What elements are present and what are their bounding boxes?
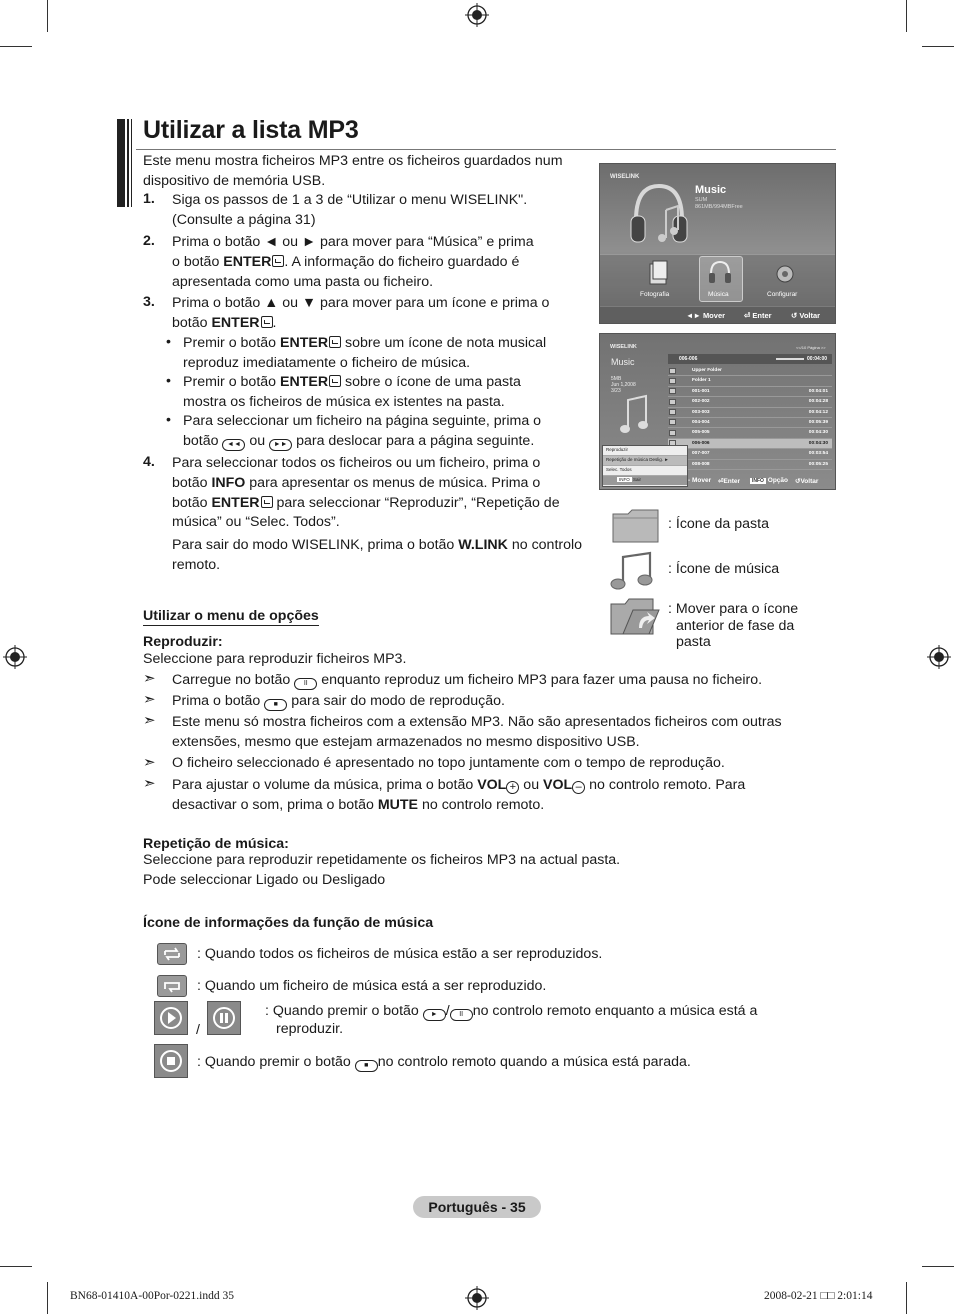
- play-status-icon: [154, 1001, 188, 1035]
- step-number: 4.: [143, 454, 155, 470]
- pause-button-icon: II: [450, 1009, 473, 1021]
- bullet-dot: •: [166, 373, 171, 389]
- headphones-icon: [628, 180, 690, 250]
- crop-mark: [922, 46, 954, 47]
- bullet-dot: •: [166, 334, 171, 350]
- music-tile-icon: [708, 260, 732, 286]
- file-duration: 00:04:30: [808, 440, 828, 446]
- crop-mark: [906, 1282, 907, 1314]
- music-note-icon: [669, 399, 676, 405]
- menu-item-select-all[interactable]: Selec. Todos: [603, 466, 687, 476]
- repeat-all-icon: [157, 943, 187, 965]
- bullet-text: Premir o botão ENTER sobre um ícone de nota musical reproduz imediatamente o ficheiro de música.: [183, 335, 547, 371]
- footer-file: BN68-01410A-00Por-0221.indd 35: [70, 1290, 234, 1302]
- screen-music-free: 861MB/994MBFree: [695, 204, 743, 210]
- page-title: Utilizar a lista MP3: [143, 116, 359, 144]
- screen-music-title: Music: [695, 184, 727, 196]
- registration-mark-icon: [3, 645, 27, 669]
- info-icons-heading: Ícone de informações da função de música: [143, 915, 434, 931]
- file-row[interactable]: [668, 418, 832, 428]
- file-name: 003-003: [692, 409, 710, 415]
- play-heading: Reproduzir:: [143, 634, 223, 650]
- file-name: Folder 1: [692, 378, 711, 384]
- slash: /: [196, 1022, 200, 1038]
- registration-mark-icon: [465, 3, 489, 27]
- legend-up: : Mover para o ícone anterior de fase da pasta: [668, 601, 799, 650]
- crop-mark: [922, 1266, 954, 1267]
- file-row[interactable]: [668, 460, 832, 470]
- file-duration: 00:05:25: [808, 461, 828, 467]
- step-text: Para seleccionar todos os ficheiros ou um ficheiro, prima o botão INFO para apresentar os menus de música. Prima o botão ENTER para seleccionar “Reproduzir”, “Repetição de música” ou “Selec. Todos”. Para sair do modo WISELINK, prima o botão W.LINK no controlo remoto.: [172, 455, 583, 573]
- enter-icon: [272, 255, 284, 267]
- info-one-text: : Quando um ficheiro de música está a ser reproduzido.: [197, 978, 547, 994]
- enter-icon: [329, 336, 341, 348]
- play-text: Seleccione para reproduzir ficheiros MP3.: [143, 651, 407, 667]
- options-heading: Utilizar o menu de opções: [143, 608, 319, 624]
- folder-icon: [669, 378, 676, 384]
- file-name: 005-005: [692, 430, 710, 436]
- note-arrow-icon: ➣: [143, 670, 156, 687]
- note-arrow-icon: ➣: [143, 691, 156, 708]
- menu-item-play[interactable]: Reproduzir: [603, 446, 687, 456]
- file-row[interactable]: [668, 397, 832, 407]
- crop-mark: [906, 0, 907, 32]
- crop-mark: [47, 1282, 48, 1314]
- stop-button-icon: ■: [355, 1060, 378, 1072]
- fast-forward-button-icon: ►►: [269, 439, 292, 451]
- crop-mark: [0, 46, 32, 47]
- tile-settings-label[interactable]: Configurar: [767, 291, 798, 298]
- repeat-one-icon: [157, 975, 187, 997]
- registration-mark-icon: [465, 1286, 489, 1310]
- file-duration: 00:05:39: [808, 419, 828, 425]
- music-note-icon: [669, 388, 676, 394]
- file-list: [668, 366, 832, 470]
- file-name: 006-006: [692, 440, 710, 446]
- file-name: 002-002: [692, 399, 710, 405]
- screen-music-sub: SUM: [695, 197, 708, 203]
- page-number: Português - 35: [413, 1196, 541, 1218]
- file-duration: 00:04:28: [808, 399, 828, 405]
- pause-status-icon: [207, 1001, 241, 1035]
- info-stop-text: : Quando premir o botão ■ no controlo remoto quando a música está parada.: [197, 1054, 691, 1070]
- tile-photo-label[interactable]: Fotografia: [640, 291, 670, 298]
- enter-icon: [329, 375, 341, 387]
- file-row[interactable]: [668, 408, 832, 418]
- title-rule: [136, 149, 836, 150]
- crop-mark: [0, 1266, 32, 1267]
- crop-mark: [47, 0, 48, 32]
- wiselink-main-screenshot: [599, 163, 836, 324]
- screen-nav-bar: - Mover ⏎Enter INFO Opção ↺Voltar: [688, 477, 819, 485]
- step-number: 3.: [143, 294, 155, 310]
- screen-nav-bar: ◄► Mover ⏎ Enter ↺ Voltar: [600, 307, 836, 324]
- bullet-dot: •: [166, 412, 171, 428]
- enter-icon: [261, 316, 273, 328]
- note-text: Prima o botão ■ para sair do modo de reprodução.: [172, 693, 505, 709]
- file-name: 001-001: [692, 388, 710, 394]
- legend-folder: : Ícone da pasta: [668, 516, 769, 532]
- note-text: O ficheiro seleccionado é apresentado no topo juntamente com o tempo de reprodução.: [172, 755, 725, 771]
- note-arrow-icon: ➣: [143, 754, 156, 771]
- settings-tile-icon: [774, 261, 796, 285]
- vol-minus-icon: –: [572, 781, 585, 794]
- folder-icon: [669, 368, 676, 374]
- note-text: Carregue no botão II enquanto reproduz um ficheiro MP3 para fazer uma pausa no ficheiro.: [172, 672, 763, 688]
- wiselink-logo: WISELINK: [610, 174, 640, 180]
- note-arrow-icon: ➣: [143, 775, 156, 792]
- step-number: 1.: [143, 191, 155, 207]
- repeat-text: Seleccione para reproduzir repetidamente os ficheiros MP3 na actual pasta. Pode seleccionar Ligado ou Desligado: [143, 852, 621, 888]
- photo-icon: [648, 260, 670, 286]
- file-row[interactable]: [668, 439, 832, 449]
- tile-music-label[interactable]: Música: [708, 291, 729, 298]
- folder-icon: [612, 508, 660, 544]
- step-text: Prima o botão ◄ ou ► para mover para “Música” e prima o botão ENTER . A informação do ficheiro guardado é apresentada como uma pasta ou ficheiro.: [172, 234, 534, 290]
- file-name: Upper Folder: [692, 368, 722, 373]
- vol-plus-icon: +: [506, 781, 519, 794]
- enter-icon: [261, 496, 273, 508]
- now-playing-bar: 006-006 00:04:00: [668, 354, 832, 364]
- file-row[interactable]: [668, 376, 832, 386]
- pause-button-icon: II: [294, 678, 317, 690]
- file-row[interactable]: [668, 428, 832, 438]
- stop-status-icon: [154, 1044, 188, 1078]
- note-arrow-icon: ➣: [143, 712, 156, 729]
- file-name: 004-004: [692, 419, 710, 425]
- wiselink-music-list-screenshot: [599, 333, 836, 490]
- file-row[interactable]: [668, 387, 832, 397]
- options-menu: Reproduzir Repetição de música Deslig. ► Selec. Todos INFO Sair: [602, 445, 688, 487]
- file-row[interactable]: [668, 449, 832, 459]
- step-number: 2.: [143, 233, 155, 249]
- music-note-icon: [618, 394, 652, 438]
- menu-item-repeat[interactable]: Repetição de música Deslig. ►: [603, 456, 687, 466]
- note-text: Para ajustar o volume da música, prima o botão VOL + ou VOL – no controlo remoto. Para desactivar o som, prima o botão MUTE no controlo remoto.: [172, 777, 746, 813]
- stop-button-icon: ■: [264, 699, 287, 711]
- step-text: Prima o botão ▲ ou ▼ para mover para um ícone e prima o botão ENTER .: [172, 295, 550, 331]
- registration-mark-icon: [927, 645, 951, 669]
- file-duration: 00:04:30: [808, 430, 828, 436]
- file-duration: 00:03:54: [808, 451, 828, 457]
- file-duration: 00:04:12: [808, 409, 828, 415]
- note-text: Este menu só mostra ficheiros com a extensão MP3. Não são apresentados ficheiros com outras extensões, mesmo que estejam armazenados no mesmo dispositivo USB.: [172, 714, 782, 750]
- file-name: 007-007: [692, 451, 710, 457]
- page-indicator: <</10 Página >>: [796, 345, 826, 350]
- repeat-heading: Repetição de música:: [143, 836, 289, 852]
- folder-up-icon: [609, 594, 661, 638]
- screen-music-title: Music: [611, 357, 635, 367]
- music-icon: [610, 550, 656, 590]
- file-info: 5MB Jun 1,2008 3/23: [611, 376, 636, 394]
- wiselink-logo: WISELINK: [610, 344, 637, 350]
- file-duration: 00:04:01: [808, 388, 828, 394]
- music-note-icon: [669, 430, 676, 436]
- bullet-text: Para seleccionar um ficheiro na página seguinte, prima o botão ◄◄ ou ►► para deslocar para a página seguinte.: [183, 413, 542, 449]
- bullet-text: Premir o botão ENTER sobre o ícone de uma pasta mostra os ficheiros de música ex istentes na pasta.: [183, 374, 521, 410]
- info-all-text: : Quando todos os ficheiros de música estão a ser reproduzidos.: [197, 946, 603, 962]
- file-name: 008-008: [692, 461, 710, 467]
- info-press-text: : Quando premir o botão ► / II no controlo remoto enquanto a música está a reproduzir.: [265, 1003, 758, 1037]
- music-note-icon: [669, 419, 676, 425]
- rewind-button-icon: ◄◄: [222, 439, 245, 451]
- title-decoration: [117, 119, 133, 207]
- music-note-icon: [669, 409, 676, 415]
- intro-text: Este menu mostra ficheiros MP3 entre os ficheiros guardados num dispositivo de memória USB.: [143, 153, 563, 189]
- file-row[interactable]: [668, 366, 832, 376]
- play-button-icon: ►: [423, 1009, 446, 1021]
- footer-date: 2008-02-21 □□ 2:01:14: [764, 1290, 873, 1302]
- step-text: Siga os passos de 1 a 3 de “Utilizar o menu WISELINK". (Consulte a página 31): [172, 192, 528, 228]
- legend-music: : Ícone de música: [668, 561, 780, 577]
